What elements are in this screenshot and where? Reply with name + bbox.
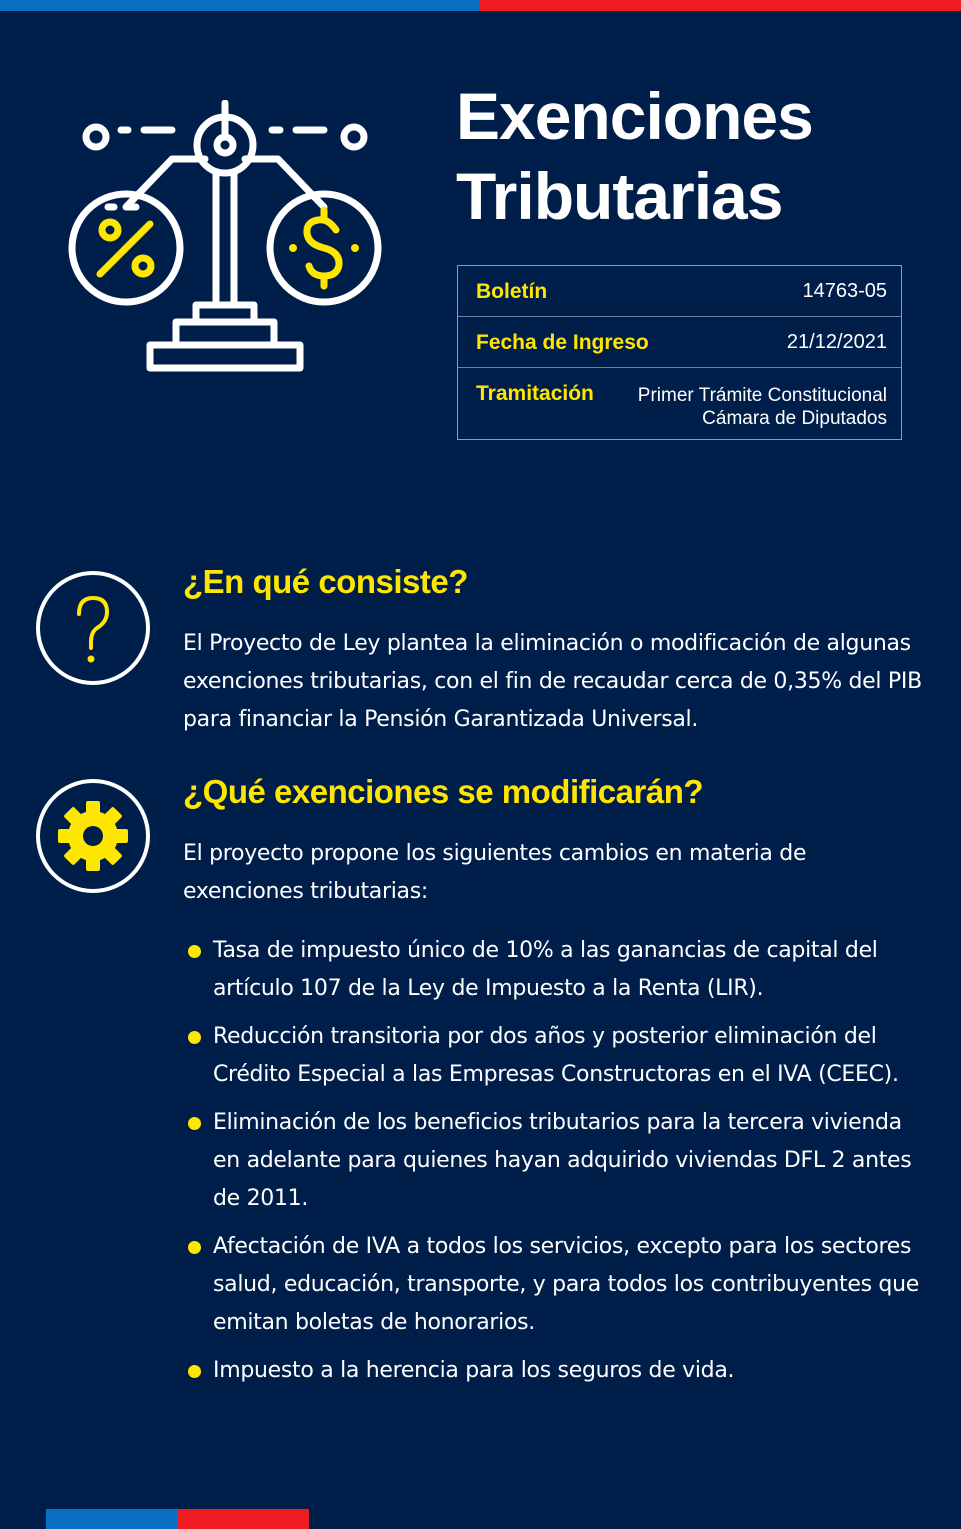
question-mark-icon: [35, 570, 151, 686]
list-item-text: Tasa de impuesto único de 10% a las ganancias de capital del artículo 107 de la Ley de Impuesto a la Renta (LIR).: [213, 938, 878, 1001]
page-title: [456, 76, 936, 236]
bullet-dot-icon: [188, 945, 201, 958]
bottom-bar-blue: [46, 1509, 177, 1529]
list-item: [186, 1228, 926, 1342]
section-text-consiste: El Proyecto de Ley plantea la eliminación o modificación de algunas exenciones tributarias, con el fin de recaudar cerca de 0,35% del PIB para financiar la Pensión Garantizada Universal.: [183, 631, 922, 732]
bullet-dot-icon: [188, 1241, 201, 1254]
section-text-modificaran: El proyecto propone los siguientes cambios en materia de exenciones tributarias:: [183, 841, 807, 904]
list-item-text: Afectación de IVA a todos los servicios, excepto para los sectores salud, educación, transporte, y para todos los contribuyentes que emitan boletas de honorarios.: [213, 1234, 919, 1335]
section-heading-consiste: ¿En qué consiste?: [183, 563, 468, 600]
list-item-text: Impuesto a la herencia para los seguros de vida.: [213, 1358, 735, 1383]
info-row-fecha: [458, 317, 901, 368]
gear-icon: [35, 778, 151, 894]
info-value-line-2: Cámara de Diputados: [702, 408, 887, 429]
top-color-bar: [0, 0, 961, 11]
info-row-boletin: [458, 266, 901, 317]
bullet-dot-icon: [188, 1365, 201, 1378]
bullet-dot-icon: [188, 1031, 201, 1044]
list-item: [186, 1352, 926, 1390]
list-item: [186, 932, 926, 1008]
bill-info-table: [457, 265, 902, 440]
list-item: [186, 1104, 926, 1218]
balance-scale-icon: [66, 100, 386, 380]
section-heading-modificaran: ¿Qué exenciones se modificarán?: [183, 773, 704, 810]
info-label: Tramitación: [476, 382, 594, 405]
info-label: Fecha de Ingreso: [476, 331, 649, 354]
info-value: 14763-05: [802, 280, 887, 302]
info-value: 21/12/2021: [786, 331, 887, 353]
exemptions-list: [186, 932, 926, 1400]
title-line-2: Tributarias: [456, 159, 783, 233]
bullet-dot-icon: [188, 1117, 201, 1130]
info-row-tramitacion: [458, 368, 901, 439]
list-item: [186, 1018, 926, 1094]
top-bar-red: [480, 0, 961, 11]
info-label: Boletín: [476, 280, 548, 303]
list-item-text: Eliminación de los beneficios tributarios para la tercera vivienda en adelante para quienes hayan adquirido viviendas DFL 2 antes de 2011.: [213, 1110, 912, 1211]
bottom-color-bar: [46, 1509, 309, 1529]
info-value: [638, 384, 887, 430]
title-line-1: Exenciones: [456, 79, 813, 153]
info-value-line-1: Primer Trámite Constitucional: [637, 385, 887, 406]
top-bar-blue: [0, 0, 480, 11]
bottom-bar-red: [177, 1509, 309, 1529]
list-item-text: Reducción transitoria por dos años y posterior eliminación del Crédito Especial a las Empresas Constructoras en el IVA (CEEC).: [213, 1024, 899, 1087]
